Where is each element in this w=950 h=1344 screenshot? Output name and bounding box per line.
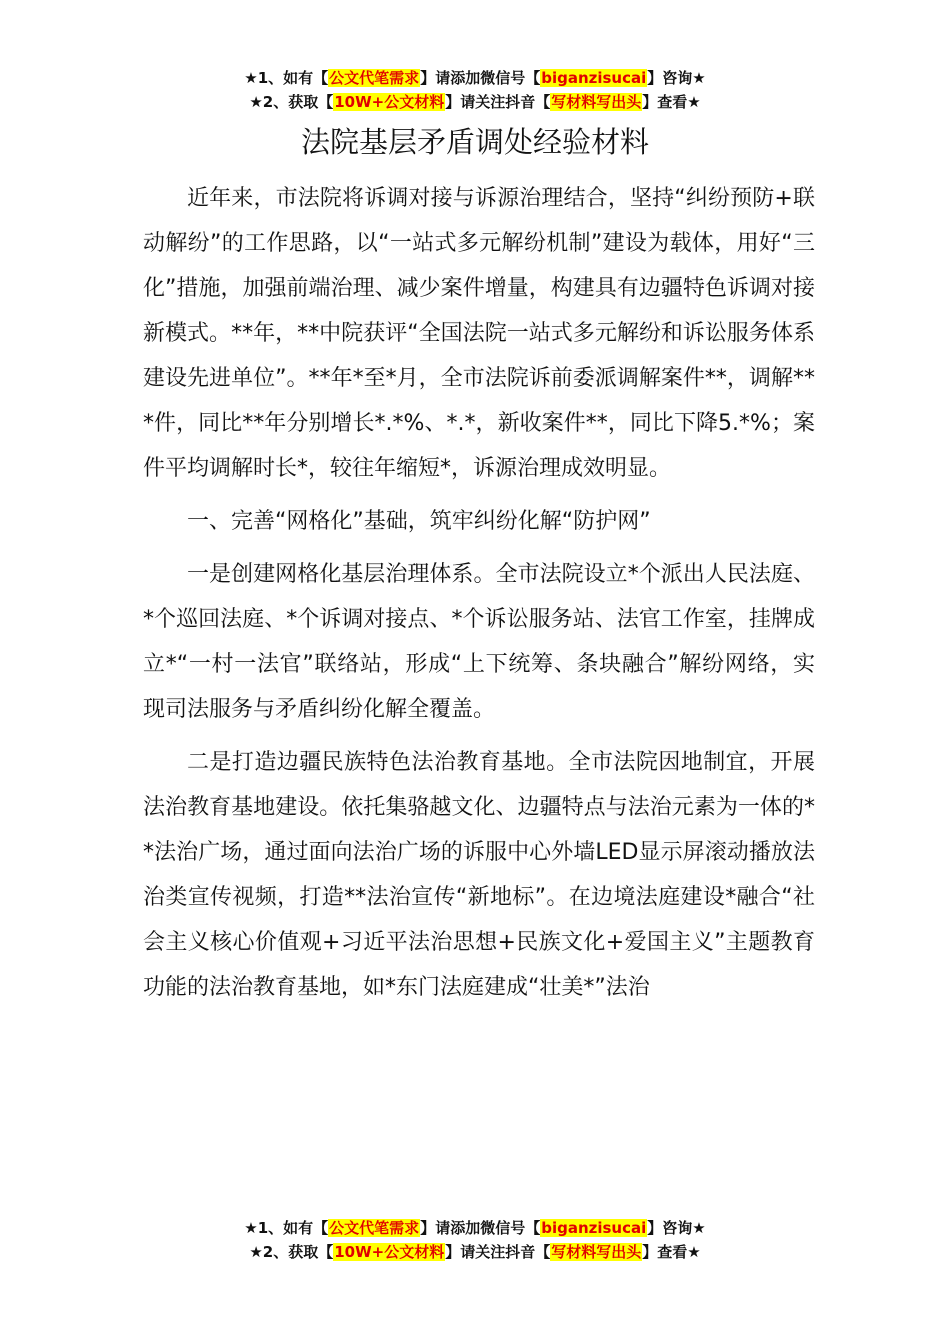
banner-highlight: 10W+公文材料 bbox=[334, 93, 445, 111]
document-title: 法院基层矛盾调处经验材料 bbox=[300, 125, 649, 159]
banner-line-2 bbox=[0, 1240, 950, 1264]
banner-text: 】请关注抖音【 bbox=[445, 1243, 551, 1261]
banner-highlight: 写材料写出头 bbox=[551, 93, 642, 111]
banner-highlight: 10W+公文材料 bbox=[334, 1243, 445, 1261]
banner-highlight: 写材料写出头 bbox=[551, 1243, 642, 1261]
banner-highlight: 公文代笔需求 bbox=[329, 69, 420, 87]
banner-text: 】咨询★ bbox=[647, 69, 706, 87]
banner-text: 】查看★ bbox=[642, 93, 701, 111]
banner-text: ★2、获取【 bbox=[249, 93, 334, 111]
header-banner bbox=[0, 66, 950, 114]
section-heading: 一、完善“网格化”基础，筑牢纠纷化解“防护网” bbox=[187, 509, 651, 534]
banner-line-1 bbox=[0, 1216, 950, 1240]
banner-text: 】咨询★ bbox=[647, 1219, 706, 1237]
document-body bbox=[143, 176, 815, 1018]
paragraph: 一是创建网格化基层治理体系。全市法院设立*个派出人民法庭、*个巡回法庭、*个诉调对接点、*个诉讼服务站、法官工作室，挂牌成立*“一村一法官”联络站，形成“上下统筹、条块融合”解纷网络，实现司法服务与矛盾纠纷化解全覆盖。 bbox=[143, 562, 815, 722]
paragraph: 二是打造边疆民族特色法治教育基地。全市法院因地制宜，开展法治教育基地建设。依托集骆越文化、边疆特点与法治元素为一体的**法治广场，通过面向法治广场的诉服中心外墙LED显示屏滚动播放法治类宣传视频，打造**法治宣传“新地标”。在边境法庭建设*融合“社会主义核心价值观+习近平法治思想+民族文化+爱国主义”主题教育功能的法治教育基地，如*东门法庭建成“壮美*”法治 bbox=[143, 750, 815, 1000]
banner-text: 】查看★ bbox=[642, 1243, 701, 1261]
paragraph-intro: 近年来，市法院将诉调对接与诉源治理结合，坚持“纠纷预防+联动解纷”的工作思路，以“一站式多元解纷机制”建设为载体，用好“三化”措施，加强前端治理、减少案件增量，构建具有边疆特色诉调对接新模式。**年，**中院获评“全国法院一站式多元解纷和诉讼服务体系建设先进单位”。**年*至*月，全市法院诉前委派调解案件**，调解***件，同比**年分别增长*.*%、*.*，新收案件**，同比下降5.*%；案件平均调解时长*，较往年缩短*，诉源治理成效明显。 bbox=[143, 186, 815, 481]
banner-text: ★1、如有【 bbox=[244, 1219, 329, 1237]
banner-text: 】请添加微信号【 bbox=[420, 1219, 541, 1237]
banner-highlight: biganzisucai bbox=[541, 1219, 647, 1237]
banner-highlight: biganzisucai bbox=[541, 69, 647, 87]
banner-text: ★1、如有【 bbox=[244, 69, 329, 87]
footer-banner bbox=[0, 1216, 950, 1264]
banner-text: ★2、获取【 bbox=[249, 1243, 334, 1261]
banner-highlight: 公文代笔需求 bbox=[329, 1219, 420, 1237]
banner-text: 】请关注抖音【 bbox=[445, 93, 551, 111]
banner-line-2 bbox=[0, 90, 950, 114]
banner-line-1 bbox=[0, 66, 950, 90]
banner-text: 】请添加微信号【 bbox=[420, 69, 541, 87]
